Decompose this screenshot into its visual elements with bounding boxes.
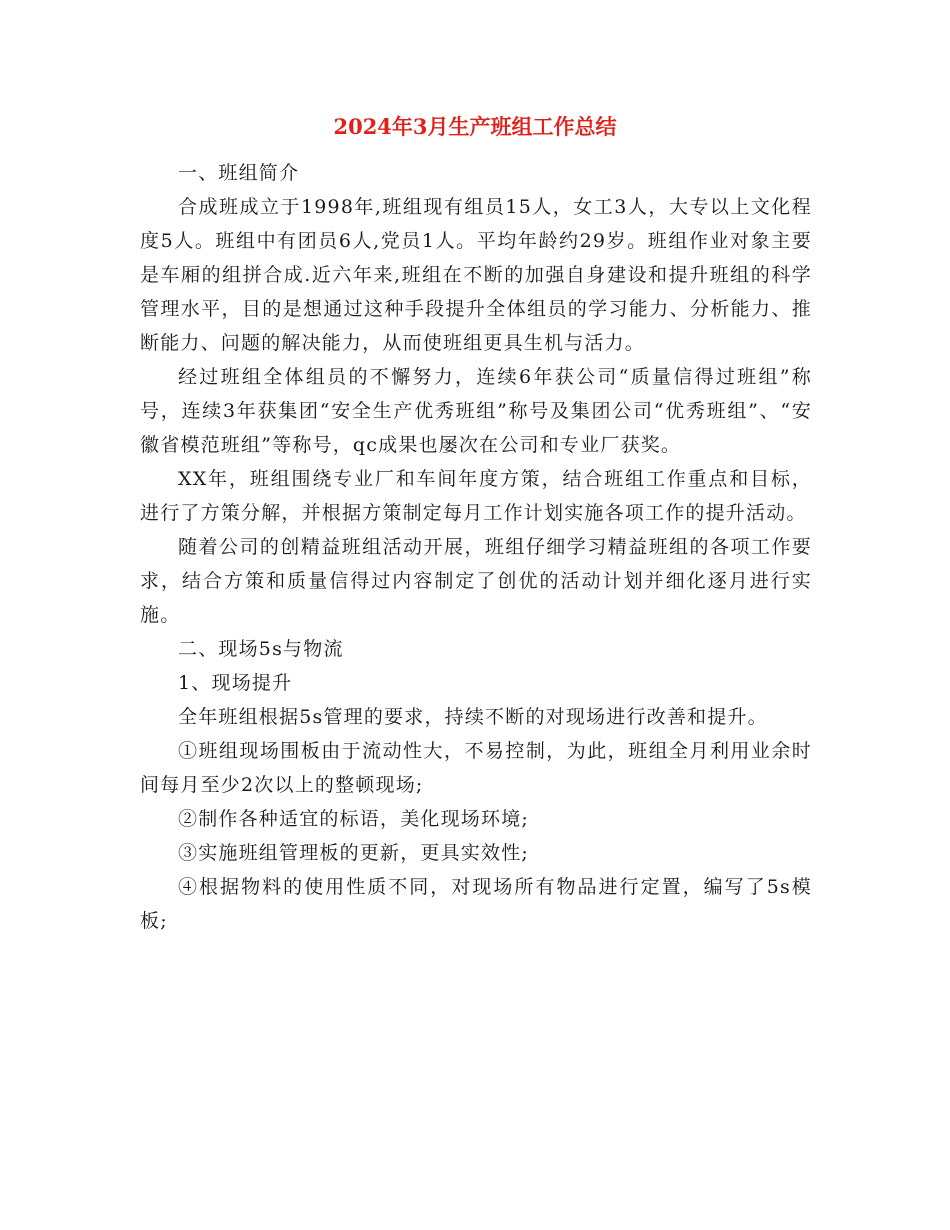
paragraph: 经过班组全体组员的不懈努力，连续6年获公司“质量信得过班组”称号，连续3年获集团“安全生产优秀班组”称号及集团公司“优秀班组”、“安徽省模范班组”等称号，qc成果也屡次在公司和专业厂获奖。: [140, 366, 812, 456]
subsection-heading: 1、现场提升: [178, 672, 293, 694]
section-heading: 一、班组简介: [178, 162, 300, 184]
list-item: ③实施班组管理板的更新，更具实效性;: [178, 842, 530, 864]
list-item: ①班组现场围板由于流动性大，不易控制，为此，班组全月利用业余时间每月至少2次以上的整顿现场;: [140, 740, 812, 796]
paragraph: 随着公司的创精益班组活动开展，班组仔细学习精益班组的各项工作要求，结合方策和质量信得过内容制定了创优的活动计划并细化逐月进行实施。: [140, 536, 812, 626]
list-item: ②制作各种适宜的标语，美化现场环境;: [178, 808, 530, 830]
paragraph: 合成班成立于1998年,班组现有组员15人，女工3人，大专以上文化程度5人。班组中有团员6人,党员1人。平均年龄约29岁。班组作业对象主要是车厢的组拼合成.近六年来,班组在不断的加强自身建设和提升班组的科学管理水平，目的是想通过这种手段提升全体组员的学习能力、分析能力、推断能力、问题的解决能力，从而使班组更具生机与活力。: [140, 196, 812, 354]
paragraph: XX年，班组围绕专业厂和车间年度方策，结合班组工作重点和目标，进行了方策分解，并根据方策制定每月工作计划实施各项工作的提升活动。: [140, 468, 812, 524]
section-heading: 二、现场5s与物流: [178, 638, 344, 660]
document-title: 2024年3月生产班组工作总结: [333, 114, 617, 139]
paragraph: 全年班组根据5s管理的要求，持续不断的对现场进行改善和提升。: [178, 706, 768, 728]
list-item: ④根据物料的使用性质不同，对现场所有物品进行定置，编写了5s模板;: [140, 876, 812, 932]
document-body: [140, 156, 812, 938]
